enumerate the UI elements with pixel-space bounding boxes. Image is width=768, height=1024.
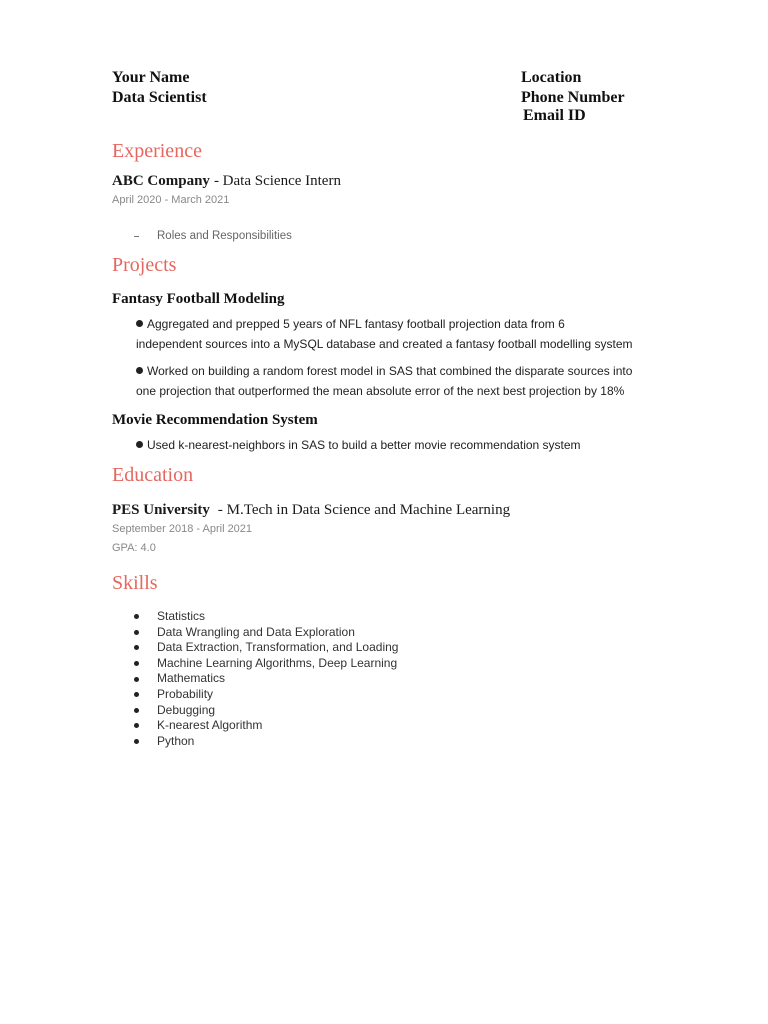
bullet-line — [136, 381, 632, 401]
experience-entry-title — [112, 171, 341, 191]
skill-text: Mathematics — [157, 671, 226, 686]
project-title: Movie Recommendation System — [112, 412, 318, 428]
skill-text: Debugging — [157, 702, 216, 717]
skill-item — [134, 703, 398, 719]
education-dates: September 2018 - April 2021 — [112, 523, 253, 535]
bullet-icon — [134, 630, 139, 635]
dash-icon — [134, 236, 139, 237]
bullet-icon — [134, 708, 139, 713]
bullet-line — [136, 314, 633, 334]
skill-text: Probability — [157, 686, 214, 701]
bullet-icon — [134, 739, 139, 744]
skill-item — [134, 625, 398, 641]
bullet-icon — [134, 614, 139, 619]
project-bullet — [136, 435, 581, 455]
bullet-icon — [134, 661, 139, 666]
experience-dates: April 2020 - March 2021 — [112, 194, 230, 206]
project-title: Fantasy Football Modeling — [112, 291, 285, 307]
header-title: Data Scientist — [112, 89, 207, 106]
skill-item — [134, 609, 398, 625]
skill-text: K-nearest Algorithm — [157, 718, 263, 733]
bullet-text: one projection that outperformed the mean absolute error of the next best projection by 18% — [136, 384, 625, 398]
bullet-text: independent sources into a MySQL database and created a fantasy football modelling system — [136, 337, 633, 351]
skill-text: Machine Learning Algorithms, Deep Learning — [157, 655, 398, 670]
skill-text: Data Wrangling and Data Exploration — [157, 624, 355, 639]
header-name: Your Name — [112, 69, 190, 86]
skill-item — [134, 671, 398, 687]
header-location: Location — [521, 69, 582, 86]
experience-detail-text: Roles and Responsibilities — [157, 230, 292, 242]
experience-detail — [157, 228, 292, 244]
job-role: - Data Science Intern — [213, 173, 341, 189]
education-heading: Education — [112, 464, 194, 486]
skill-text: Statistics — [157, 609, 206, 623]
company-name: ABC Company — [112, 173, 210, 189]
skill-item — [134, 734, 398, 750]
project-bullet — [136, 314, 633, 354]
skill-text: Python — [157, 733, 195, 748]
experience-heading: Experience — [112, 140, 202, 162]
skill-item — [134, 718, 398, 734]
bullet-icon — [134, 677, 139, 682]
skill-item — [134, 640, 398, 656]
skill-text: Data Extraction, Transformation, and Loading — [157, 640, 399, 655]
skills-heading: Skills — [112, 572, 158, 594]
project-bullet — [136, 361, 632, 401]
header-phone: Phone Number — [521, 89, 625, 106]
projects-heading: Projects — [112, 254, 177, 276]
bullet-line — [136, 334, 633, 354]
header-email: Email ID — [523, 107, 586, 124]
bullet-line — [136, 435, 581, 455]
degree-name: - M.Tech in Data Science and Machine Learning — [217, 502, 511, 518]
bullet-line — [136, 361, 632, 381]
bullet-icon — [136, 320, 143, 327]
bullet-text: Aggregated and prepped 5 years of NFL fantasy football projection data from 6 — [147, 317, 565, 331]
bullet-icon — [134, 692, 139, 697]
bullet-icon — [134, 645, 139, 650]
skill-item — [134, 656, 398, 672]
education-entry-title — [112, 500, 510, 520]
bullet-icon — [136, 441, 143, 448]
skill-item — [134, 687, 398, 703]
education-gpa: GPA: 4.0 — [112, 542, 156, 554]
bullet-text: Worked on building a random forest model in SAS that combined the disparate sources into — [147, 364, 633, 378]
bullet-icon — [134, 723, 139, 728]
school-name: PES University — [112, 502, 210, 518]
skills-list — [134, 609, 398, 749]
bullet-text: Used k-nearest-neighbors in SAS to build a better movie recommendation system — [147, 438, 581, 452]
bullet-icon — [136, 367, 143, 374]
